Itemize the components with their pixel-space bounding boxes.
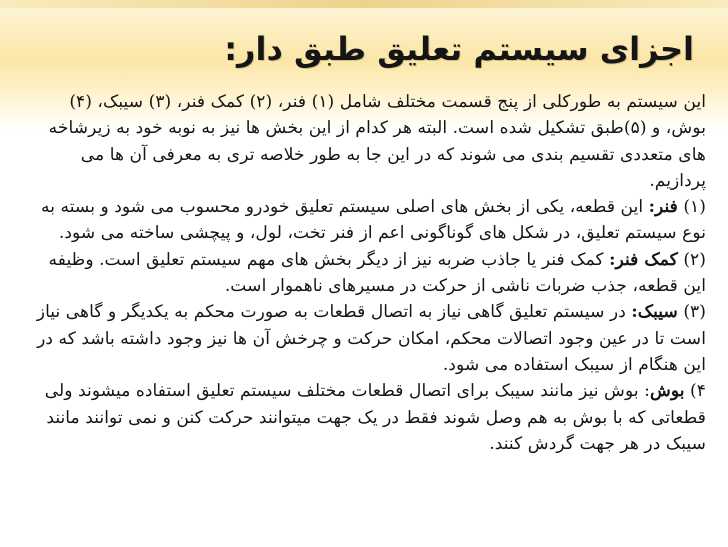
list-item — [35, 194, 706, 247]
item-term: سیبک: — [631, 302, 678, 323]
list-item — [35, 378, 706, 457]
item-term: بوش — [649, 381, 685, 402]
item-term: فنر: — [648, 197, 678, 218]
list-item — [35, 299, 706, 378]
intro-paragraph: این سیستم به طورکلی از پنج قسمت مختلف شامل (۱) فنر، (۲) کمک فنر، (۳) سیبک، (۴) بوش، و (۵)طبق تشکیل شده است. البته هر کدام از این بخش ها نیز به نوبه خود به زیرشاخه های متعددی تقسیم بندی می شوند که در این جا به طور خلاصه تری به معرفی آن ها می پردازیم. — [48, 92, 706, 191]
item-number: ۴) — [684, 381, 706, 402]
list-item — [35, 247, 706, 300]
item-text: : بوش نیز مانند سیبک برای اتصال قطعات مختلف سیستم تعلیق استفاده میشوند ولی قطعاتی که با بوش به هم وصل شوند فقط در یک جهت میتوانند حرکت کنن و نمی توانند مانند سیبک در هر جهت گردش کنند. — [44, 381, 706, 454]
item-text: این قطعه، یکی از بخش های اصلی سیستم تعلیق خودرو محسوب می شود و بسته به نوع سیستم تعلیق، در شکل های گوناگونی اعم از فنر تخت، لول، و پیچشی ساخته می شود. — [41, 197, 706, 244]
item-text: در سیستم تعلیق گاهی نیاز به اتصال قطعات به صورت محکم به یکدیگر و گاهی نیاز است تا در عین وجود اتصالات محکم، امکان حرکت و چرخش آن ها نیز وجود داشته باشد که در این هنگام از سیبک استفاده می شود. — [36, 302, 706, 375]
item-number: (۳) — [677, 302, 706, 323]
item-term: کمک فنر: — [609, 249, 678, 270]
slide-body — [35, 89, 706, 527]
item-number: (۱) — [677, 197, 706, 218]
slide-title: اجزای سیستم تعلیق طبق دار: — [224, 30, 694, 68]
item-number: (۲) — [677, 249, 706, 270]
item-text: کمک فنر یا جاذب ضربه نیز از دیگر بخش های مهم سیستم تعلیق است. وظیفه این قطعه، جذب ضربات ناشی از حرکت در مسیرهای ناهموار است. — [48, 249, 706, 297]
